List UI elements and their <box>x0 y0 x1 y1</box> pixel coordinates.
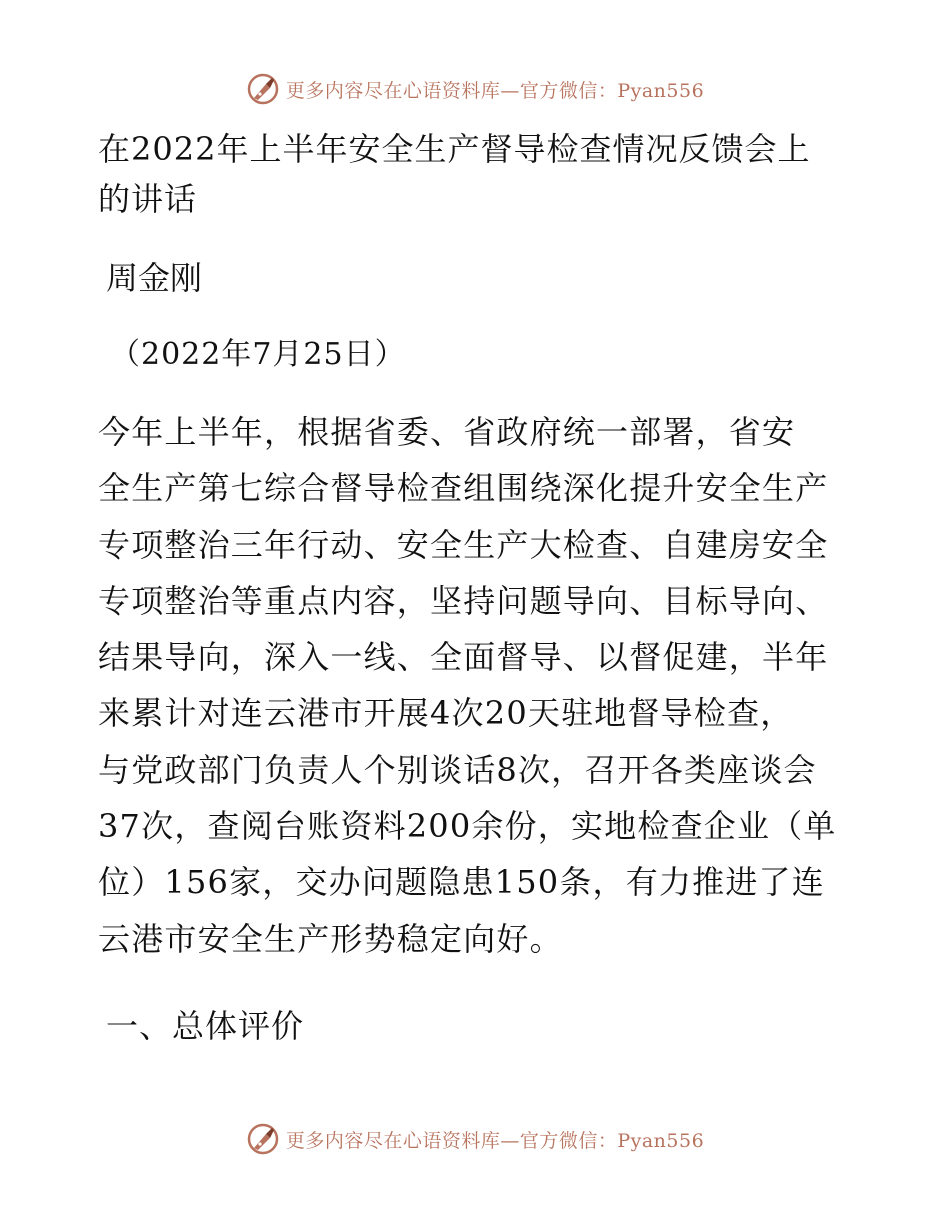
footer-watermark-banner <box>0 1122 950 1156</box>
pen-nib-logo-icon <box>246 1122 280 1156</box>
paragraph-line: 云港市安全生产形势稳定向好。 <box>98 919 563 958</box>
paragraph-line: 来累计对连云港市开展4次20天驻地督导检查， <box>98 694 794 733</box>
document-title <box>98 124 858 224</box>
paragraph-line: 位）156家，交办问题隐患150条，有力推进了连 <box>98 863 825 902</box>
watermark-text: 更多内容尽在心语资料库—官方微信：Pyan556 <box>285 79 705 102</box>
author-name: 周金刚 <box>106 259 203 297</box>
paragraph-line: 全生产第七综合督导检查组围绕深化提升安全生产 <box>98 469 829 508</box>
paragraph-line: 37次，查阅台账资料200余份，实地检查企业（单 <box>98 807 837 846</box>
title-line: 在2022年上半年安全生产督导检查情况反馈会上 <box>98 130 811 168</box>
paragraph-line: 今年上半年，根据省委、省政府统一部署，省安 <box>98 413 796 451</box>
body-paragraph <box>98 404 858 967</box>
pen-nib-logo-icon <box>246 72 280 106</box>
paragraph-line: 结果导向，深入一线、全面督导、以督促建，半年 <box>98 638 829 677</box>
paragraph-line: 专项整治等重点内容，坚持问题导向、目标导向、 <box>98 581 829 620</box>
speech-date: （2022年7月25日） <box>110 337 406 372</box>
section-heading: 一、总体评价 <box>106 1007 305 1045</box>
title-line: 的讲话 <box>98 180 198 218</box>
watermark-text: 更多内容尽在心语资料库—官方微信：Pyan556 <box>285 1129 705 1152</box>
paragraph-line: 专项整治三年行动、安全生产大检查、自建房安全 <box>98 525 829 564</box>
header-watermark-banner <box>0 72 950 106</box>
paragraph-line: 与党政部门负责人个别谈话8次，召开各类座谈会 <box>98 750 817 789</box>
